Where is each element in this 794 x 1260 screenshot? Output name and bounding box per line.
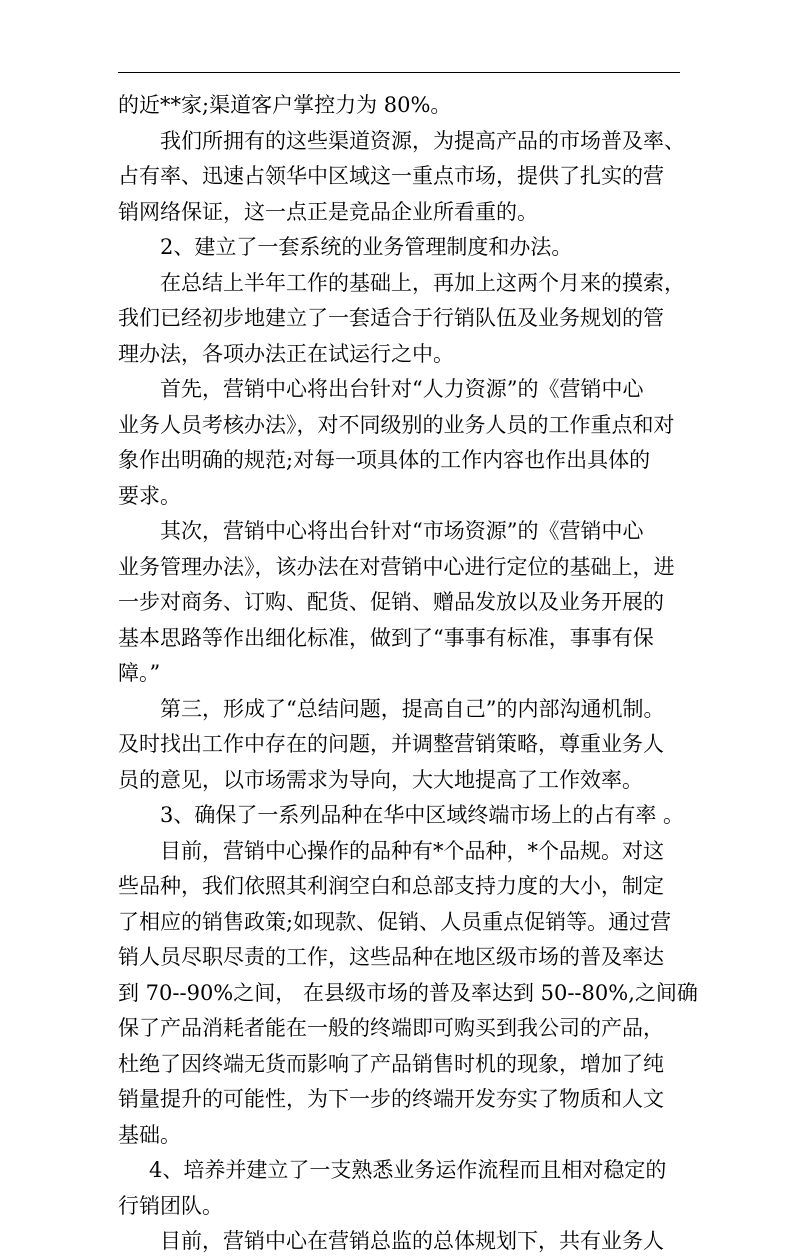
text-line: 一步对商务、订购、配货、促销、赠品发放以及业务开展的 [118,590,664,614]
text-line: 业务管理办法》，该办法在对营销中心进行定位的基础上，进 [118,554,675,579]
text-line: 基础。 [118,1122,181,1147]
text-line: 到 70--90%之间， 在县级市场的普及率达到 50--80%,之间确 [118,980,698,1005]
text-line: 保了产品消耗者能在一般的终端即可购买到我公司的产品， [118,1016,664,1040]
text-line: 业务人员考核办法》，对不同级别的业务人员的工作重点和对 [118,412,675,437]
section-heading-4: 4、培养并建立了一支熟悉业务运作流程而且相对稳定的 [149,1158,667,1182]
text-line: 基本思路等作出细化标准，做到了“事事有标准，事事有保 [118,625,654,650]
paragraph-start-line: 其次，营销中心将出台针对“市场资源”的《营销中心 [160,519,644,543]
paragraph-start-line: 我们所拥有的这些渠道资源，为提高产品的市场普及率、 [160,128,685,153]
header-rule [118,72,680,73]
text-line: 理办法，各项办法正在试运行之中。 [118,341,454,366]
text-line: 了相应的销售政策;如现款、促销、人员重点促销等。通过营 [118,909,672,934]
text-line: 障。” [118,661,161,685]
paragraph-start-line: 目前，营销中心在营销总监的总体规划下，共有业务人 [160,1229,664,1253]
text-line: 占有率、迅速占领华中区域这一重点市场，提供了扎实的营 [118,164,664,188]
paragraph-start-line: 在总结上半年工作的基础上，再加上这两个月来的摸索， [160,270,685,295]
text-line: 销量提升的可能性，为下一步的终端开发夯实了物质和人文 [118,1087,664,1111]
text-line: 及时找出工作中存在的问题，并调整营销策略，尊重业务人 [118,732,664,756]
text-line: 些品种，我们依照其利润空白和总部支持力度的大小，制定 [118,874,664,898]
text-line: 行销团队。 [118,1193,223,1218]
paragraph-start-line: 第三，形成了“总结问题，提高自己”的内部沟通机制。 [160,696,665,721]
paragraph-start-line: 目前，营销中心操作的品种有*个品种，*个品规。对这 [160,838,664,863]
text-line: 要求。 [118,483,181,508]
paragraph-start-line: 首先，营销中心将出台针对“人力资源”的《营销中心 [160,377,644,401]
text-line: 销网络保证，这一点正是竞品企业所看重的。 [118,199,538,224]
section-heading-2: 2、建立了一套系统的业务管理制度和办法。 [160,235,573,259]
text-line: 的近**家;渠道客户掌控力为 80%。 [118,93,452,117]
text-line: 象作出明确的规范;对每一项具体的工作内容也作出具体的 [118,448,651,472]
text-line: 销人员尽职尽责的工作，这些品种在地区级市场的普及率达 [118,945,664,969]
document-body [118,88,698,1260]
text-line: 杜绝了因终端无货而影响了产品销售时机的现象，增加了纯 [118,1051,664,1076]
section-heading-3: 3、确保了一系列品种在华中区域终端市场上的占有率 。 [160,803,685,827]
text-line: 我们已经初步地建立了一套适合于行销队伍及业务规划的管 [118,306,664,330]
text-line: 员的意见，以市场需求为导向，大大地提高了工作效率。 [118,767,643,792]
